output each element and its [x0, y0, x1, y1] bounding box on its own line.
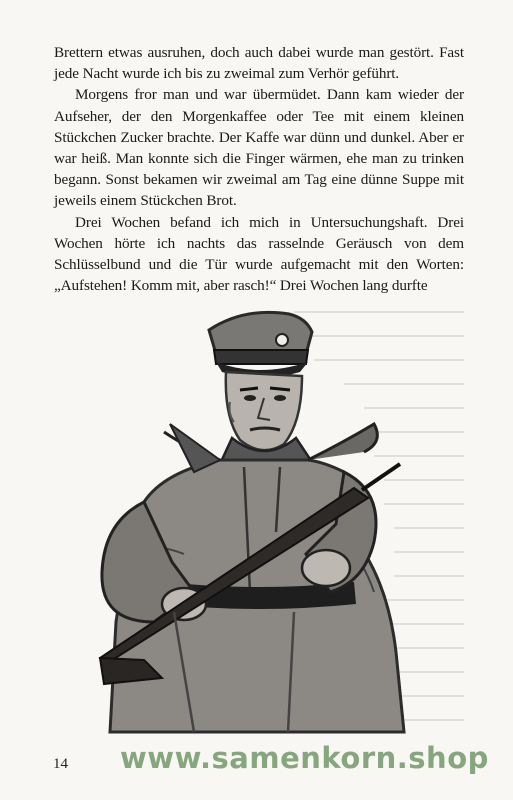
guard-illustration	[44, 292, 474, 737]
page-number: 14	[53, 756, 68, 772]
right-hand-shape	[302, 550, 350, 586]
paragraph: Brettern etwas ausruhen, doch auch dabei wurde man gestört. Fast jede Nacht wurde ich bis zu zweimal zum Verhör geführt.	[54, 44, 464, 83]
cap-shape	[209, 312, 312, 378]
watermark-text: www.samenkorn.shop	[120, 741, 489, 775]
face-shape	[226, 372, 302, 450]
body-text	[54, 42, 464, 296]
paragraph: Drei Wochen befand ich mich in Untersuchungshaft. Drei Wochen hörte ich nachts das rasselnde Geräusch von dem Schlüsselbund und die Tür wurde aufgemacht mit den Worten: „Aufstehen! Komm mit, aber rasch!“ Drei Wochen lang durfte	[54, 213, 464, 295]
paragraph: Morgens fror man und war übermüdet. Dann kam wieder der Aufseher, der den Morgenkaffee oder Tee mit einem kleinen Stückchen Zucker brachte. Der Kaffe war dünn und dunkel. Aber er war heiß. Man konnte sich die Finger wärmen, ehe man zu trinken begann. Sonst bekamen wir zweimal am Tag eine dünne Suppe mit jeweils einem Stückchen Brot.	[54, 86, 464, 210]
